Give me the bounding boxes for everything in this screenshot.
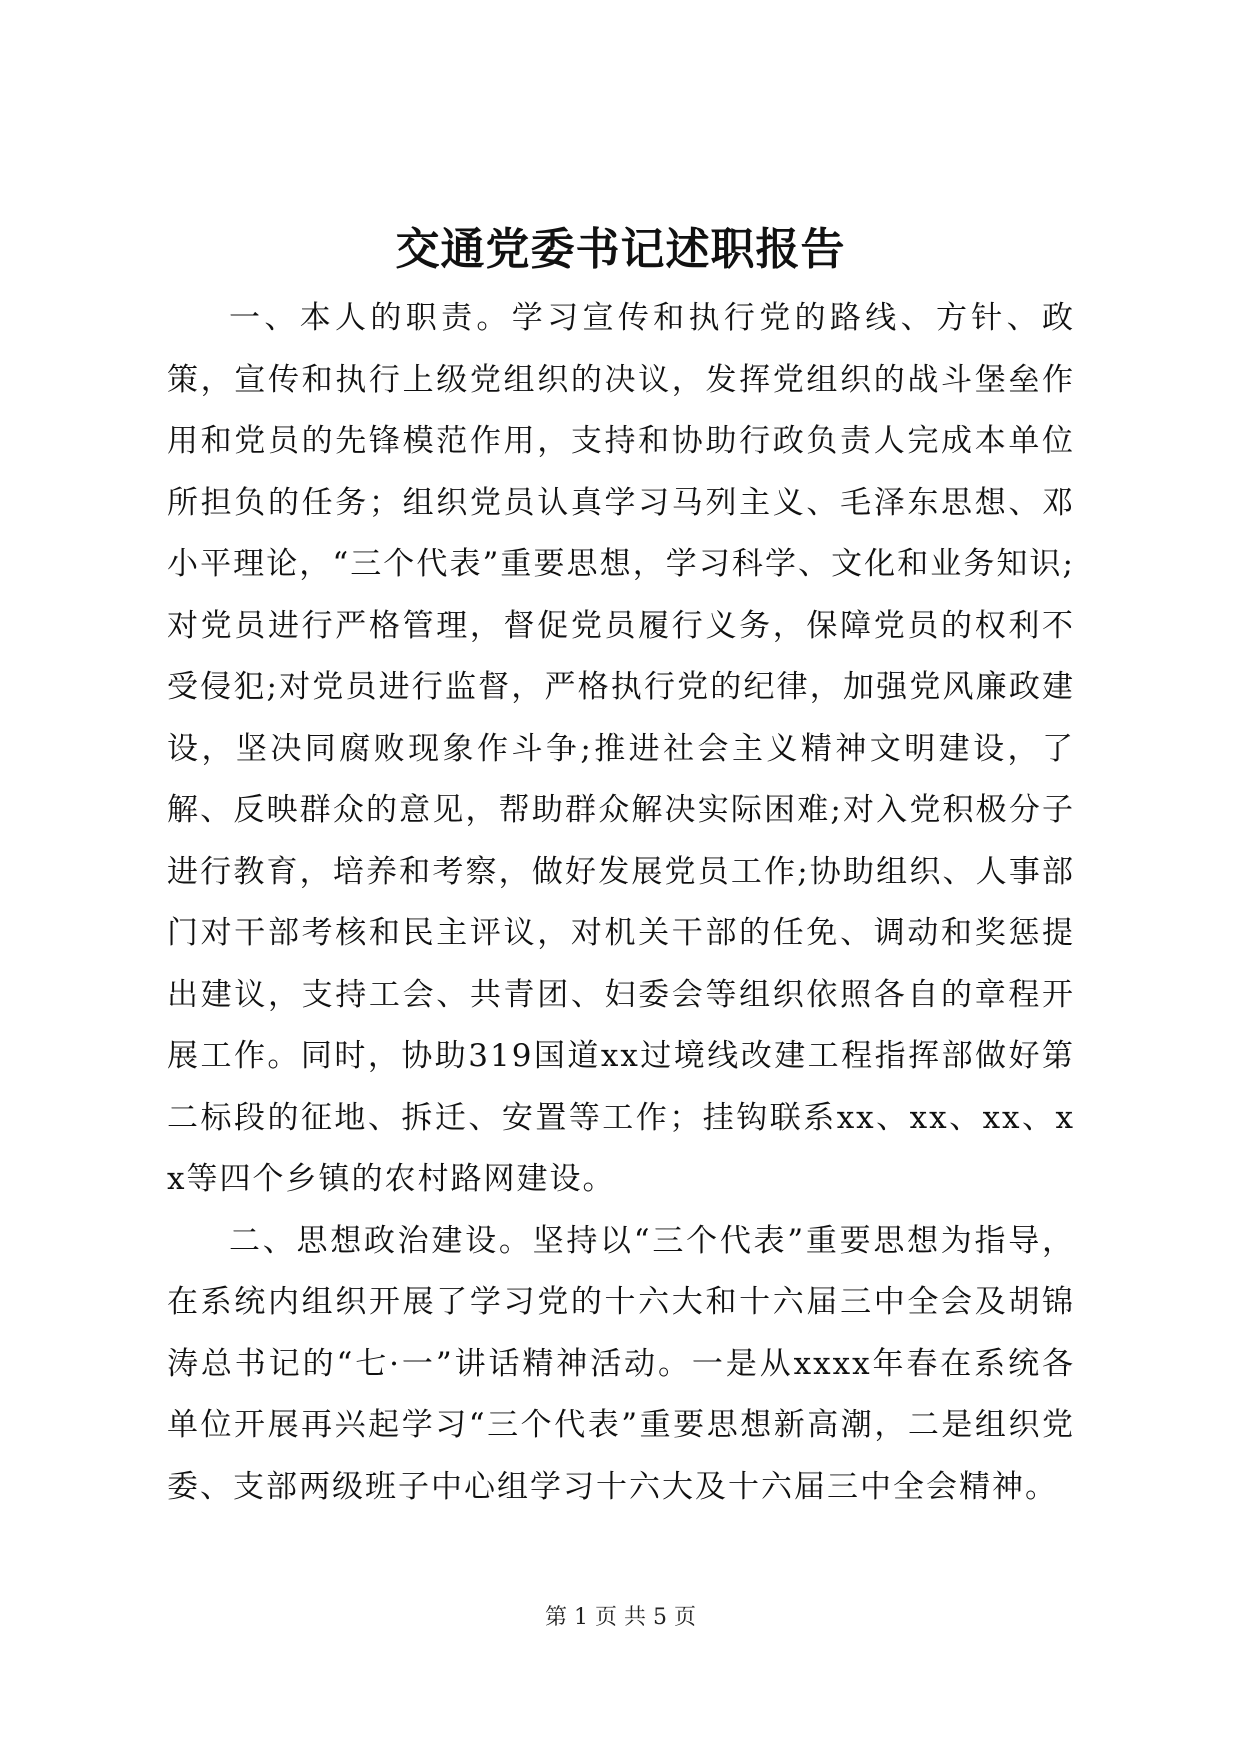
paragraph-2: 二、思想政治建设。坚持以“三个代表”重要思想为指导，在系统内组织开展了学习党的十六大和十六届三中全会及胡锦涛总书记的“七·一”讲话精神活动。一是从xxxx年春在系统各单位开展再兴起学习“三个代表”重要思想新高潮，二是组织党委、支部两级班子中心组学习十六大及十六届三中全会精神。 [167, 1222, 1075, 1505]
paragraph-1: 一、本人的职责。学习宣传和执行党的路线、方针、政策，宣传和执行上级党组织的决议，发挥党组织的战斗堡垒作用和党员的先锋模范作用，支持和协助行政负责人完成本单位所担负的任务；组织党员认真学习马列主义、毛泽东思想、邓小平理论，“三个代表”重要思想，学习科学、文化和业务知识;对党员进行严格管理，督促党员履行义务，保障党员的权利不受侵犯;对党员进行监督，严格执行党的纪律，加强党风廉政建设，坚决同腐败现象作斗争;推进社会主义精神文明建设，了解、反映群众的意见，帮助群众解决实际困难;对入党积极分子进行教育，培养和考察，做好发展党员工作;协助组织、人事部门对干部考核和民主评议，对机关干部的任免、调动和奖惩提出建议，支持工会、共青团、妇委会等组织依照各自的章程开展工作。同时，协助319国道xx过境线改建工程指挥部做好第二标段的征地、拆迁、安置等工作；挂钩联系xx、xx、xx、xx等四个乡镇的农村路网建设。 [167, 300, 1075, 1197]
page-footer: 第 1 页 共 5 页 [545, 1605, 696, 1630]
page-title: 交通党委书记述职报告 [395, 224, 846, 275]
document-body [167, 288, 1075, 1518]
